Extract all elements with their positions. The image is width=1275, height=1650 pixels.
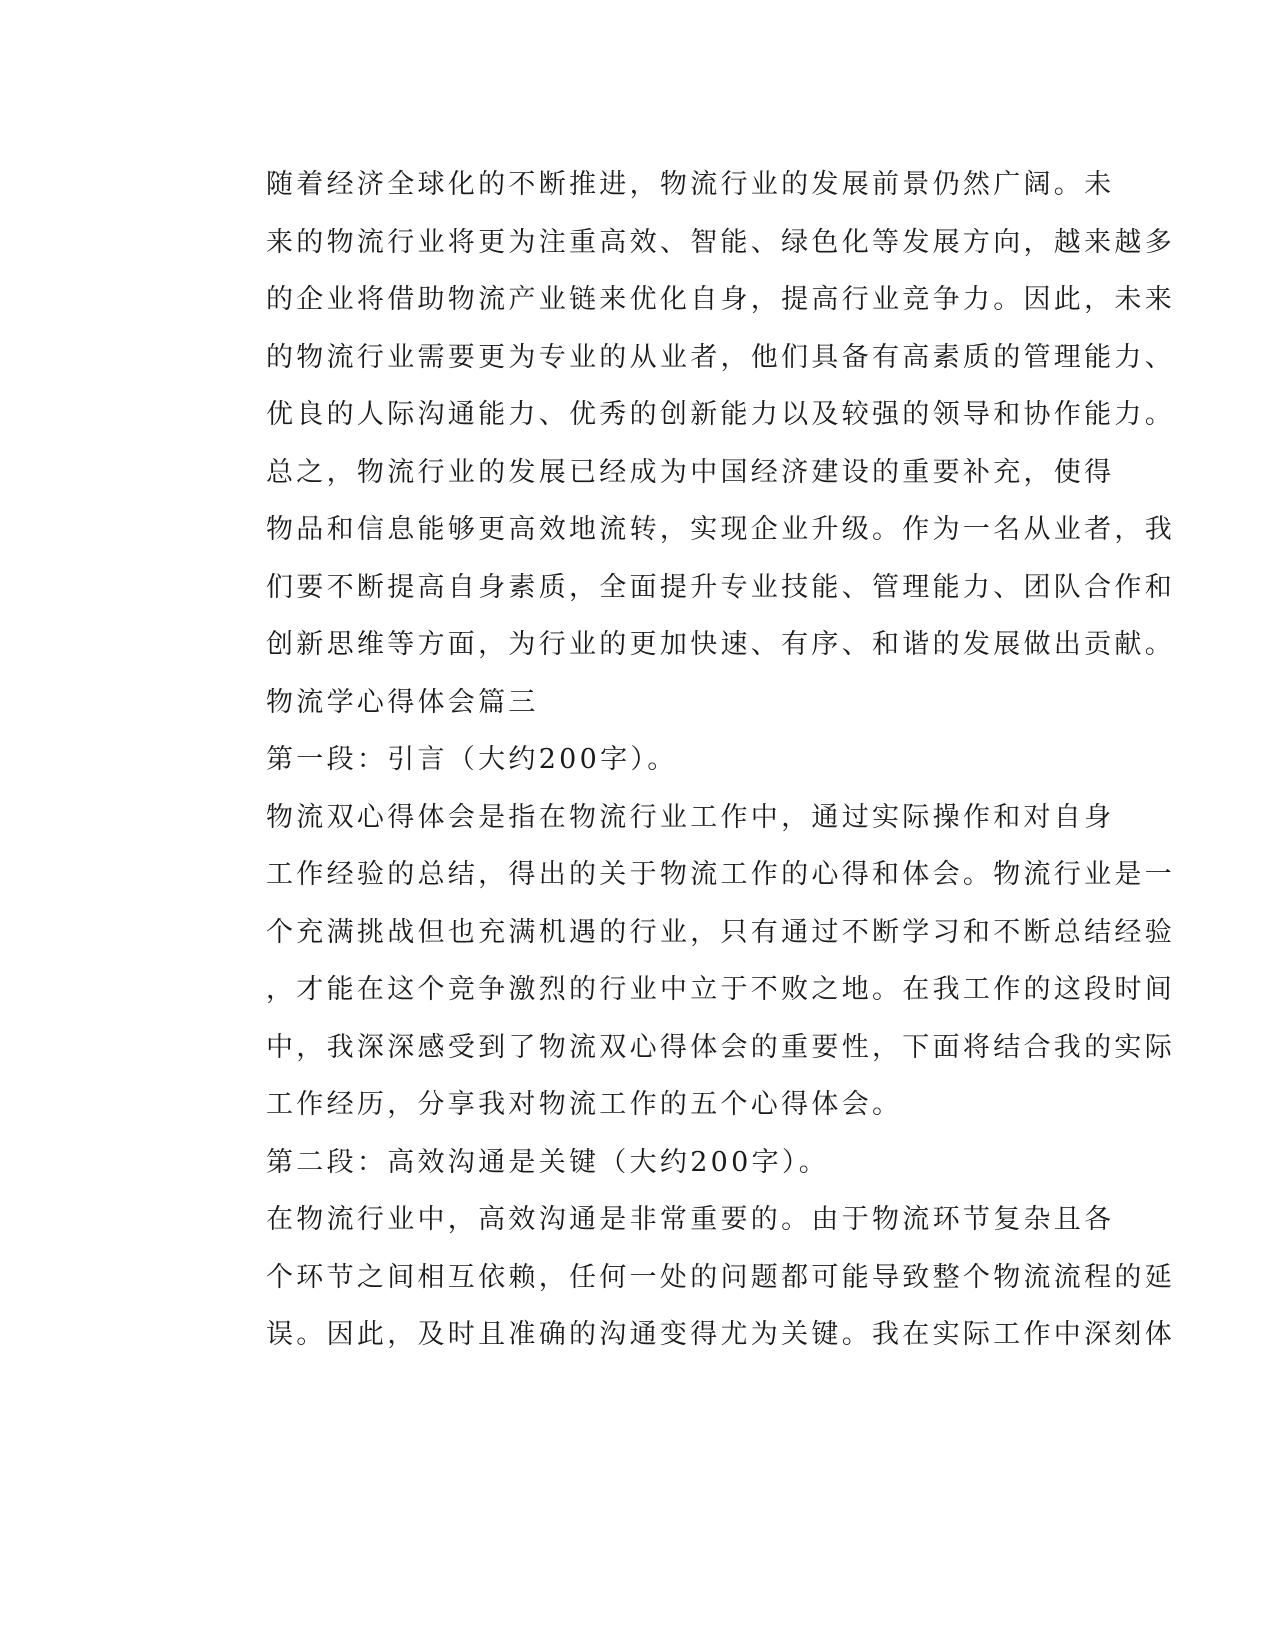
text-line: 总之，物流行业的发展已经成为中国经济建设的重要补充，使得 bbox=[266, 456, 1115, 488]
text-line: ，才能在这个竞争激烈的行业中立于不败之地。在我工作的这段时间 bbox=[266, 974, 1175, 1005]
text-line: 在物流行业中，高效沟通是非常重要的。由于物流环节复杂且各 bbox=[266, 1204, 1115, 1235]
text-line: 中，我深深感受到了物流双心得体会的重要性，下面将结合我的实际 bbox=[266, 1031, 1175, 1063]
text-line: 优良的人际沟通能力、优秀的创新能力以及较强的领导和协作能力。 bbox=[266, 399, 1175, 430]
subheading-communication bbox=[190, 1134, 1085, 1192]
paragraph-introduction bbox=[190, 789, 1175, 1134]
text-line: 来的物流行业将更为注重高效、智能、绿色化等发展方向，越来越多 bbox=[266, 226, 1175, 258]
section-heading-part-three bbox=[190, 674, 1085, 732]
text-line: 第二段：高效沟通是关键（大约200字）。 bbox=[266, 1146, 830, 1178]
text-line: 物流学心得体会篇三 bbox=[266, 686, 539, 718]
text-line: 的企业将借助物流产业链来优化自身，提高行业竞争力。因此，未来 bbox=[266, 284, 1175, 315]
paragraph-conclusion bbox=[190, 444, 1175, 674]
text-line: 工作经历，分享我对物流工作的五个心得体会。 bbox=[266, 1089, 903, 1120]
subheading-introduction bbox=[190, 731, 1085, 789]
text-line: 工作经验的总结，得出的关于物流工作的心得和体会。物流行业是一 bbox=[266, 859, 1175, 890]
text-line: 们要不断提高自身素质，全面提升专业技能、管理能力、团队合作和 bbox=[266, 571, 1175, 603]
text-line: 误。因此，及时且准确的沟通变得尤为关键。我在实际工作中深刻体 bbox=[266, 1319, 1175, 1350]
text-line: 第一段：引言（大约200字）。 bbox=[266, 744, 678, 775]
paragraph-logistics-outlook bbox=[190, 156, 1175, 444]
text-line: 物流双心得体会是指在物流行业工作中，通过实际操作和对自身 bbox=[266, 801, 1115, 833]
text-line: 物品和信息能够更高效地流转，实现企业升级。作为一名从业者，我 bbox=[266, 514, 1175, 545]
text-line: 创新思维等方面，为行业的更加快速、有序、和谐的发展做出贡献。 bbox=[266, 629, 1175, 660]
text-line: 随着经济全球化的不断推进，物流行业的发展前景仍然广阔。未 bbox=[266, 169, 1115, 200]
text-line: 个充满挑战但也充满机遇的行业，只有通过不断学习和不断总结经验 bbox=[266, 916, 1175, 948]
document-body bbox=[190, 156, 1175, 1364]
text-line: 个环节之间相互依赖，任何一处的问题都可能导致整个物流流程的延 bbox=[266, 1261, 1175, 1293]
text-line: 的物流行业需要更为专业的从业者，他们具备有高素质的管理能力、 bbox=[266, 341, 1175, 373]
paragraph-communication bbox=[190, 1191, 1175, 1364]
